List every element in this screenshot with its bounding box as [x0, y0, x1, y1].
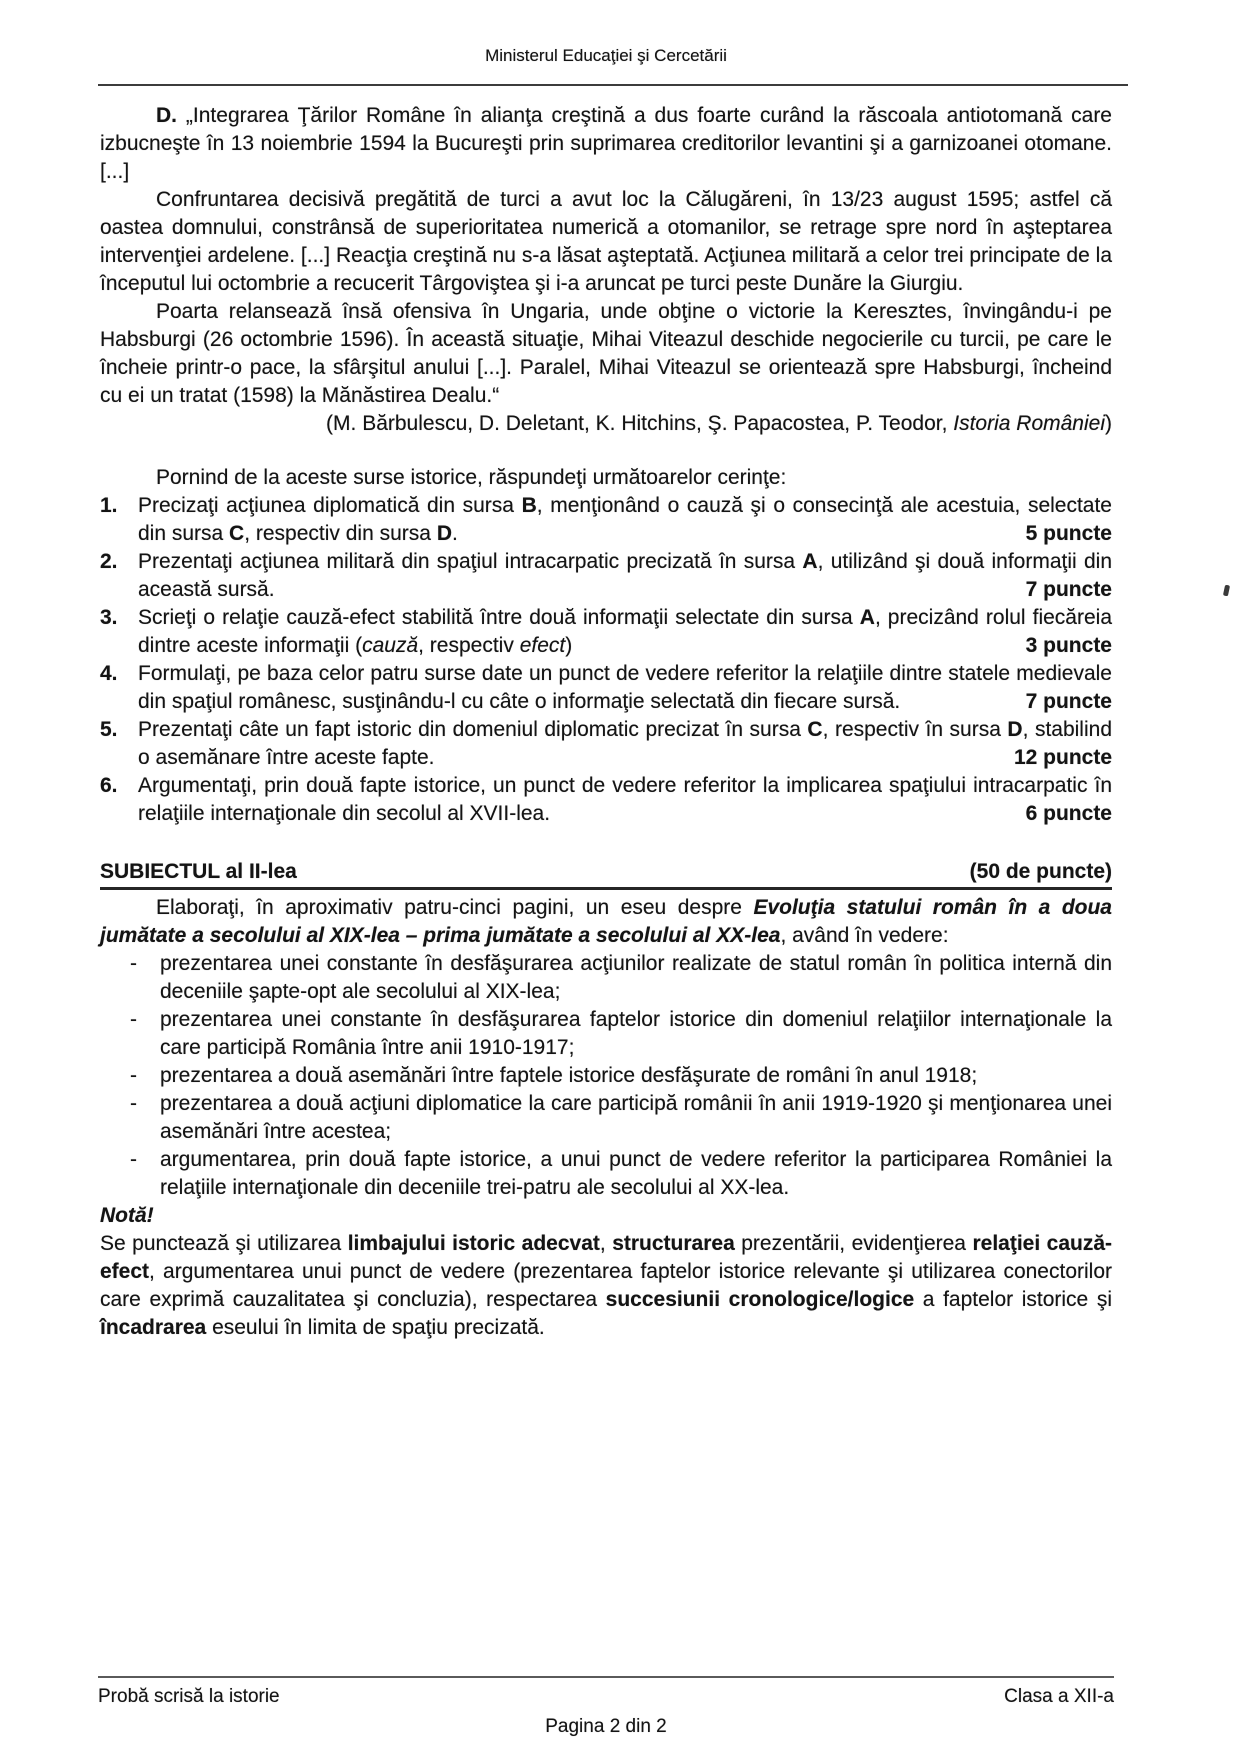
requirement-text: Prezentaţi câte un fapt istoric din domeniul diplomatic precizat în sursa C, respectiv în sursa D, stabilind o asemănare între aceste fapte. [138, 718, 1112, 769]
essay-bullet-text: prezentarea a două asemănări între faptele istorice desfăşurate de români în anul 1918; [160, 1064, 978, 1087]
requirements-intro: Pornind de la aceste surse istorice, răspundeţi următoarelor cerinţe: [156, 466, 787, 489]
requirement-number: 1. [100, 494, 118, 517]
requirement-number: 2. [100, 550, 118, 573]
requirement-text: Precizaţi acţiunea diplomatică din sursa B, menţionând o cauză şi o consecinţă ale acestuia, selectate din sursa C, respectiv din sursa D. [138, 494, 1112, 545]
essay-bullet-4 [130, 1090, 1112, 1146]
requirements-list [100, 492, 1112, 828]
essay-bullet-text: prezentarea unei constante în desfăşurarea acţiunilor realizate de statul român în politica internă din deceniile şapte-opt ale secolului al XIX-lea; [160, 952, 1112, 1003]
essay-bullet-text: prezentarea unei constante în desfăşurarea faptelor istorice din domeniul relaţiilor internaţionale la care participă România între anii 1910-1917; [160, 1008, 1112, 1059]
points-badge: 7 puncte [1025, 690, 1112, 713]
subject-2-title: SUBIECTUL al II-lea [100, 860, 297, 883]
essay-bullet-1 [130, 950, 1112, 1006]
requirement-text: Scrieţi o relaţie cauză-efect stabilită între două informaţii selectate din sursa A, precizând rolul fiecăreia dintre aceste informaţii (cauză, respectiv efect) [138, 606, 1113, 657]
footer-page-number: Pagina 2 din 2 [545, 1716, 667, 1737]
note-heading: Notă! [100, 1204, 154, 1227]
requirement-number: 6. [100, 774, 118, 797]
ministry-header: Ministerul Educaţiei şi Cercetării [485, 46, 727, 65]
requirement-item-6 [100, 772, 1112, 828]
header-divider [98, 84, 1128, 86]
source-d-paragraph-2: Confruntarea decisivă pregătită de turci a avut loc la Călugăreni, în 13/23 august 1595; astfel că oastea domnului, constrânsă de superioritatea numerică a otomanilor, se retrage spre nord în aşteptarea intervenţiei ardelene. [...] Reacţia creştină nu s-a lăsat aşteptată. Acţiunea militară a celor trei principate de la începutul lui octombrie a recucerit Târgoviştea şi i-a aruncat pe turci peste Dunăre la Giurgiu. [100, 188, 1112, 295]
requirement-item-2 [100, 548, 1112, 604]
requirement-text: Formulaţi, pe baza celor patru surse date un punct de vedere referitor la relaţiile dintre statele medievale din spaţiul românesc, susţinându-l cu câte o informaţie selectată din fiecare sursă. [138, 662, 1112, 713]
dash-marker: - [130, 952, 137, 975]
footer-exam-name: Probă scrisă la istorie [98, 1686, 280, 1707]
essay-intro: Elaboraţi, în aproximativ patru-cinci pagini, un eseu despre Evoluţia statului român în a doua jumătate a secolului al XIX-lea – prima jumătate a secolului al XX-lea, având în vedere: [100, 896, 1112, 947]
requirement-text: Prezentaţi acţiunea militară din spaţiul intracarpatic precizată în sursa A, utilizând şi două informaţii din această sursă. [138, 550, 1112, 601]
subject-2-heading [100, 858, 1112, 890]
requirement-item-4 [100, 660, 1112, 716]
points-badge: 6 puncte [1025, 802, 1112, 825]
essay-bullet-list [100, 950, 1112, 1202]
source-citation: (M. Bărbulescu, D. Deletant, K. Hitchins, Ş. Papacostea, P. Teodor, Istoria României) [326, 412, 1112, 435]
footer-class: Clasa a XII-a [1004, 1686, 1114, 1707]
points-badge: 12 puncte [1013, 746, 1112, 769]
dash-marker: - [130, 1008, 137, 1031]
footer-divider [98, 1676, 1114, 1678]
note-text: Se punctează şi utilizarea limbajului istoric adecvat, structurarea prezentării, evidenţierea relaţiei cauză-efect, argumentarea unui punct de vedere (prezentarea faptelor istorice relevante şi utilizarea conectorilor care exprimă cauzalitatea şi concluzia), respectarea succesiunii cronologice/logice a faptelor istorice şi încadrarea eseului în limita de spaţiu precizată. [100, 1232, 1113, 1339]
scan-artifact-speck [1223, 585, 1230, 597]
requirement-number: 3. [100, 606, 118, 629]
page-footer [98, 1676, 1114, 1740]
dash-marker: - [130, 1092, 137, 1115]
essay-bullet-5 [130, 1146, 1112, 1202]
requirement-item-1 [100, 492, 1112, 548]
dash-marker: - [130, 1064, 137, 1087]
points-badge: 7 puncte [1025, 578, 1112, 601]
points-badge: 5 puncte [1025, 522, 1112, 545]
points-badge: 3 puncte [1025, 634, 1112, 657]
source-d-paragraph-1: D. „Integrarea Ţărilor Române în alianţa creştină a dus foarte curând la răscoala antiotomană care izbucneşte în 13 noiembrie 1594 la Bucureşti prin suprimarea creditorilor levantini şi a garnizoanei otomane. [...] [100, 104, 1112, 183]
source-d-paragraph-3: Poarta relansează însă ofensiva în Ungaria, unde obţine o victorie la Keresztes, învingându-i pe Habsburgi (26 octombrie 1596). În această situaţie, Mihai Viteazul deschide negocierile cu turcii, pe care le încheie printr-o pace, la sfârşitul anului [...]. Paralel, Mihai Viteazul se orientează spre Habsburgi, încheind cu ei un tratat (1598) la Mănăstirea Dealu.“ [100, 300, 1112, 407]
requirement-item-5 [100, 716, 1112, 772]
source-d-section [100, 102, 1112, 438]
essay-bullet-text: argumentarea, prin două fapte istorice, a unui punct de vedere referitor la participarea României la relaţiile internaţionale din deceniile trei-patru ale secolului al XX-lea. [160, 1148, 1112, 1199]
essay-bullet-text: prezentarea a două acţiuni diplomatice la care participă românii în anii 1919-1920 şi menţionarea unei asemănări între acestea; [160, 1092, 1112, 1143]
requirement-number: 4. [100, 662, 118, 685]
essay-bullet-2 [130, 1006, 1112, 1062]
essay-bullet-3 [130, 1062, 1112, 1090]
requirement-item-3 [100, 604, 1112, 660]
subject-2-points: (50 de puncte) [969, 860, 1112, 883]
requirement-number: 5. [100, 718, 118, 741]
requirement-text: Argumentaţi, prin două fapte istorice, un punct de vedere referitor la implicarea spaţiului intracarpatic în relaţiile internaţionale din secolul al XVII-lea. [138, 774, 1112, 825]
dash-marker: - [130, 1148, 137, 1171]
